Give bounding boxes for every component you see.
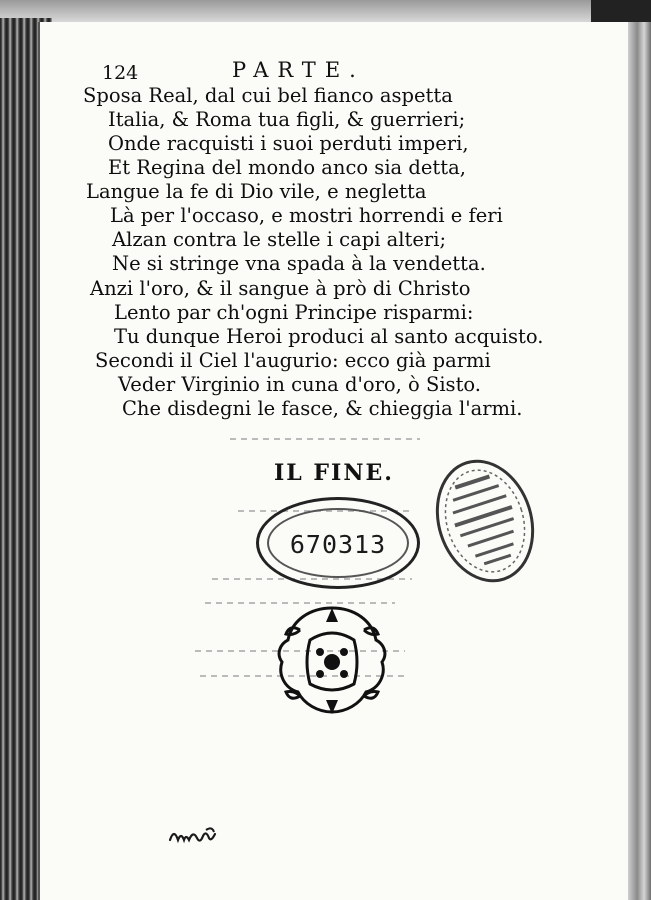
scanner-top-edge: [0, 0, 651, 22]
verse-line: Anzi l'oro, & il sangue à prò di Christo: [90, 277, 471, 300]
verse-line: Lento par ch'ogni Principe risparmi:: [114, 301, 474, 324]
verse-line: Alzan contra le stelle i capi alteri;: [112, 228, 447, 251]
library-inventory-stamp: [256, 497, 420, 589]
verse-line: Langue la fe di Dio vile, e negletta: [86, 180, 427, 203]
page-header: [100, 56, 520, 86]
verse-line: Veder Virginio in cuna d'oro, ò Sisto.: [118, 373, 481, 396]
verse-line: Secondi il Ciel l'augurio: ecco già parmi: [95, 349, 491, 372]
shelfmark-number: 670313: [289, 530, 387, 559]
verse-line: Et Regina del mondo anco sia detta,: [108, 156, 466, 179]
verse-line: Che disdegni le fasce, & chieggia l'armi.: [122, 397, 523, 420]
verse-line: Sposa Real, dal cui bel fianco aspetta: [83, 84, 453, 107]
bleed-through-line: [230, 438, 420, 440]
page-number: 124: [102, 62, 139, 84]
verse-line: Ne si stringe vna spada à la vendetta.: [112, 252, 486, 275]
verse-line: Tu dunque Heroi produci al santo acquisto.: [114, 325, 544, 348]
verse-line: Italia, & Roma tua figli, & guerrieri;: [108, 108, 466, 131]
printers-ornament-icon: [270, 600, 394, 722]
page-right-edge: [628, 22, 651, 900]
end-title: IL FINE.: [274, 460, 394, 486]
running-head: PARTE.: [232, 58, 365, 82]
verse-line: Là per l'occaso, e mostri horrendi e feri: [110, 204, 503, 227]
scanner-corner: [591, 0, 651, 22]
handwritten-mark-icon: [166, 822, 222, 848]
verse-line: Onde racquisti i suoi perduti imperi,: [108, 132, 469, 155]
